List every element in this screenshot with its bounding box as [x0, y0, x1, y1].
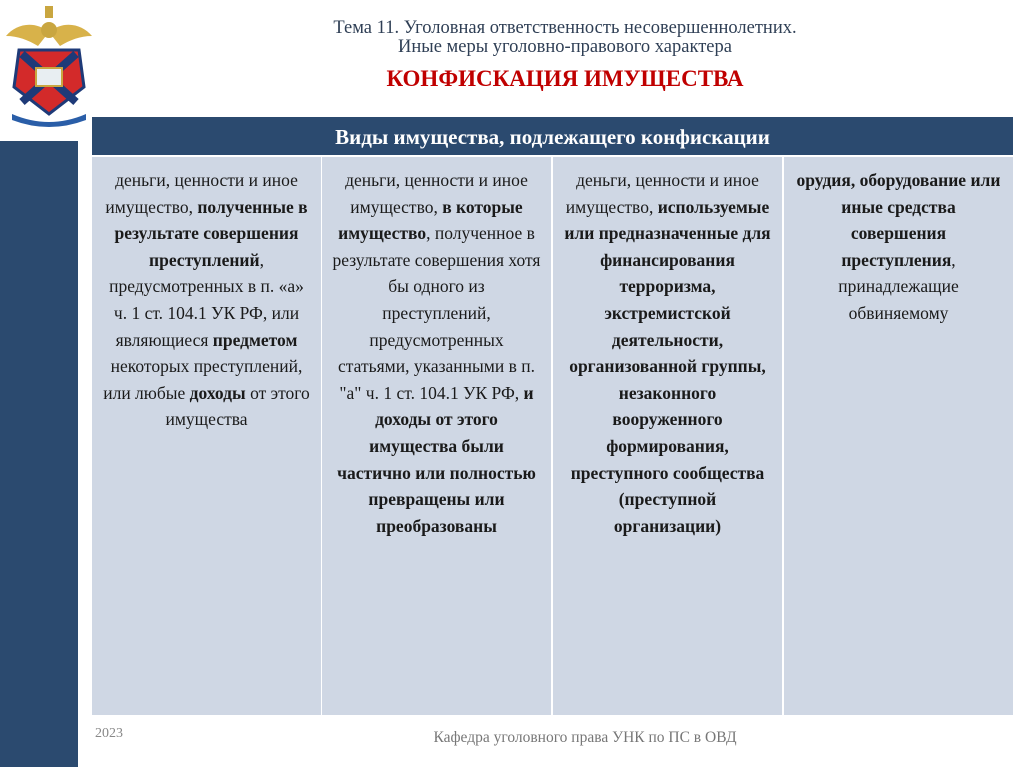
text-segment: деньги, ценности и иное имущество, [345, 170, 528, 217]
table-header: Виды имущества, подлежащего конфискации [92, 117, 1013, 155]
table-cell-4 [784, 157, 1013, 715]
bold-text-segment: используемые или предназначенные для финансирования терроризма, экстремистской деятельности, организованной группы, незаконного вооруженного формирования, преступного сообщества (преступной организации) [564, 196, 771, 536]
text-segment: деньги, ценности и иное имущество, [565, 170, 759, 217]
footer-year: 2023 [95, 726, 123, 741]
text-segment: деньги, ценности и иное имущество, [105, 170, 298, 217]
topic-line-1: Тема 11. Уголовная ответственность несовершеннолетних. [333, 18, 797, 38]
bold-text-segment: доходы [189, 382, 246, 403]
bold-text-segment: орудия, оборудование или иные средства совершения преступления [796, 170, 1001, 270]
bold-text-segment: и доходы от этого имущества были частично или полностью превращены или преобразованы [337, 382, 536, 536]
emblem-logo [4, 2, 94, 127]
text-segment: , предусмотренных в п. «а» ч. 1 ст. 104.1 УК РФ, или являющиеся [109, 249, 304, 350]
bold-text-segment: в которые имущество [338, 196, 523, 244]
text-segment: от этого имущества [165, 382, 310, 430]
table-cell-1 [92, 157, 321, 715]
text-segment: , принадлежащие обвиняемому [838, 249, 959, 323]
text-segment: некоторых преступлений, или любые [103, 356, 303, 403]
slide-title: КОНФИСКАЦИЯ ИМУЩЕСТВА [386, 66, 744, 91]
table-cell-2 [322, 157, 551, 715]
sidebar-bar [0, 141, 78, 767]
topic-line-2: Иные меры уголовно-правового характера [398, 37, 732, 57]
text-segment: , полученное в результате совершения хотя бы одного из преступлений, предусмотренных статьями, указанными в п. "а" ч. 1 ст. 104.1 УК РФ, [332, 223, 541, 403]
bold-text-segment: предметом [212, 329, 298, 350]
table-cell-3 [553, 157, 782, 715]
bold-text-segment: полученные в результате совершения преступлений [114, 196, 308, 270]
footer-department: Кафедра уголовного права УНК по ПС в ОВД [433, 729, 737, 746]
